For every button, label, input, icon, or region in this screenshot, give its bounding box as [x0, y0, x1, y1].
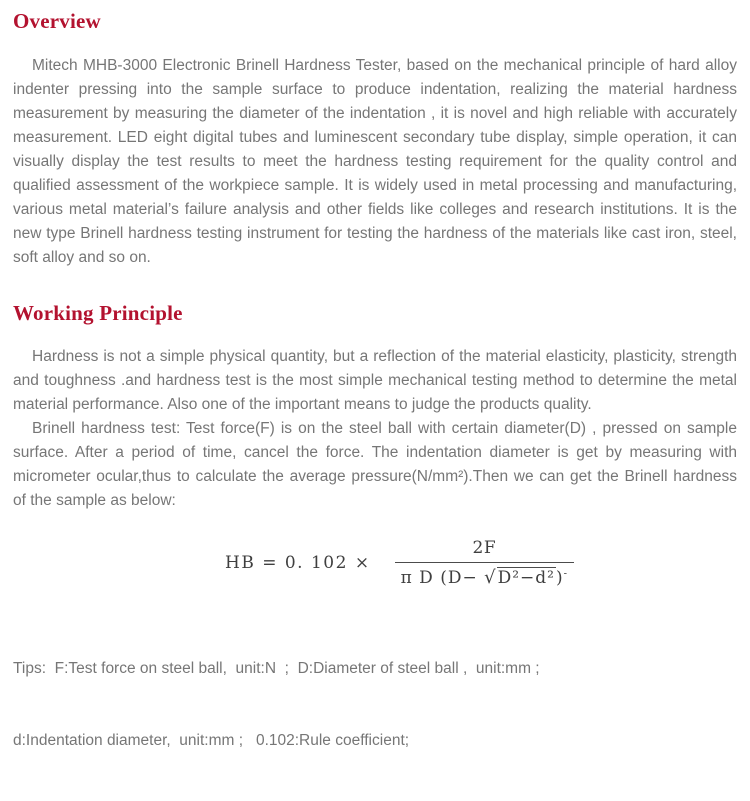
square-root — [484, 568, 556, 588]
overview-heading: Overview — [13, 9, 101, 33]
denominator-prefix: π D (D− — [400, 568, 485, 588]
formula-fraction — [395, 538, 574, 588]
section-working-principle — [13, 301, 737, 801]
working-principle-paragraph-1: Hardness is not a simple physical quantity, but a reflection of the material elasticity, plasticity, strength and toughness .and hardness test is the most simple mechanical testing method to determine the metal material performance. Also one of the important means to judge the products quality. — [13, 348, 737, 413]
formula-lhs: HB = 0. 102 × — [225, 553, 371, 573]
radical-symbol: √ — [484, 567, 497, 588]
brinell-formula — [225, 538, 737, 588]
working-principle-paragraph-2: Brinell hardness test: Test force(F) is on the steel ball with certain diameter(D) , pressed on sample surface. After a period of time, cancel the force. The indentation diameter is get by measuring with micrometer ocular,thus to calculate the average pressure(N/mm²).Then we can get the Brinell hardness of the sample as below: — [13, 420, 737, 509]
formula-denominator — [395, 563, 574, 588]
working-principle-heading: Working Principle — [13, 301, 183, 325]
overview-paragraph: Mitech MHB-3000 Electronic Brinell Hardness Tester, based on the mechanical principle of hard alloy indenter pressing into the sample surface to produce indentation, realizing the material hardness measurement by measuring the diameter of the indentation , it is novel and high reliable with accurately measurement. LED eight digital tubes and luminescent secondary tube display, simple operation, it can visually display the test results to meet the hardness testing requirement for the quality control and qualified assessment of the workpiece sample. It is widely used in metal processing and manufacturing, various metal material’s failure analysis and other fields like colleges and research institutions. It is the new type Brinell hardness testing instrument for testing the hardness of the materials like cast iron, steel, soft alloy and so on. — [13, 57, 737, 266]
denominator-superscript: - — [563, 568, 569, 580]
formula-numerator: 2F — [395, 538, 574, 563]
formula-tips — [13, 609, 737, 801]
section-overview — [13, 9, 737, 270]
radicand: D²−d² — [497, 568, 555, 588]
denominator-close: ) — [556, 568, 564, 588]
tips-line-2: d:Indentation diameter, unit:mm ; 0.102:Rule coefficient; — [13, 732, 410, 749]
tips-line-1: Tips: F:Test force on steel ball, unit:N ; D:Diameter of steel ball , unit:mm ; — [13, 660, 540, 677]
